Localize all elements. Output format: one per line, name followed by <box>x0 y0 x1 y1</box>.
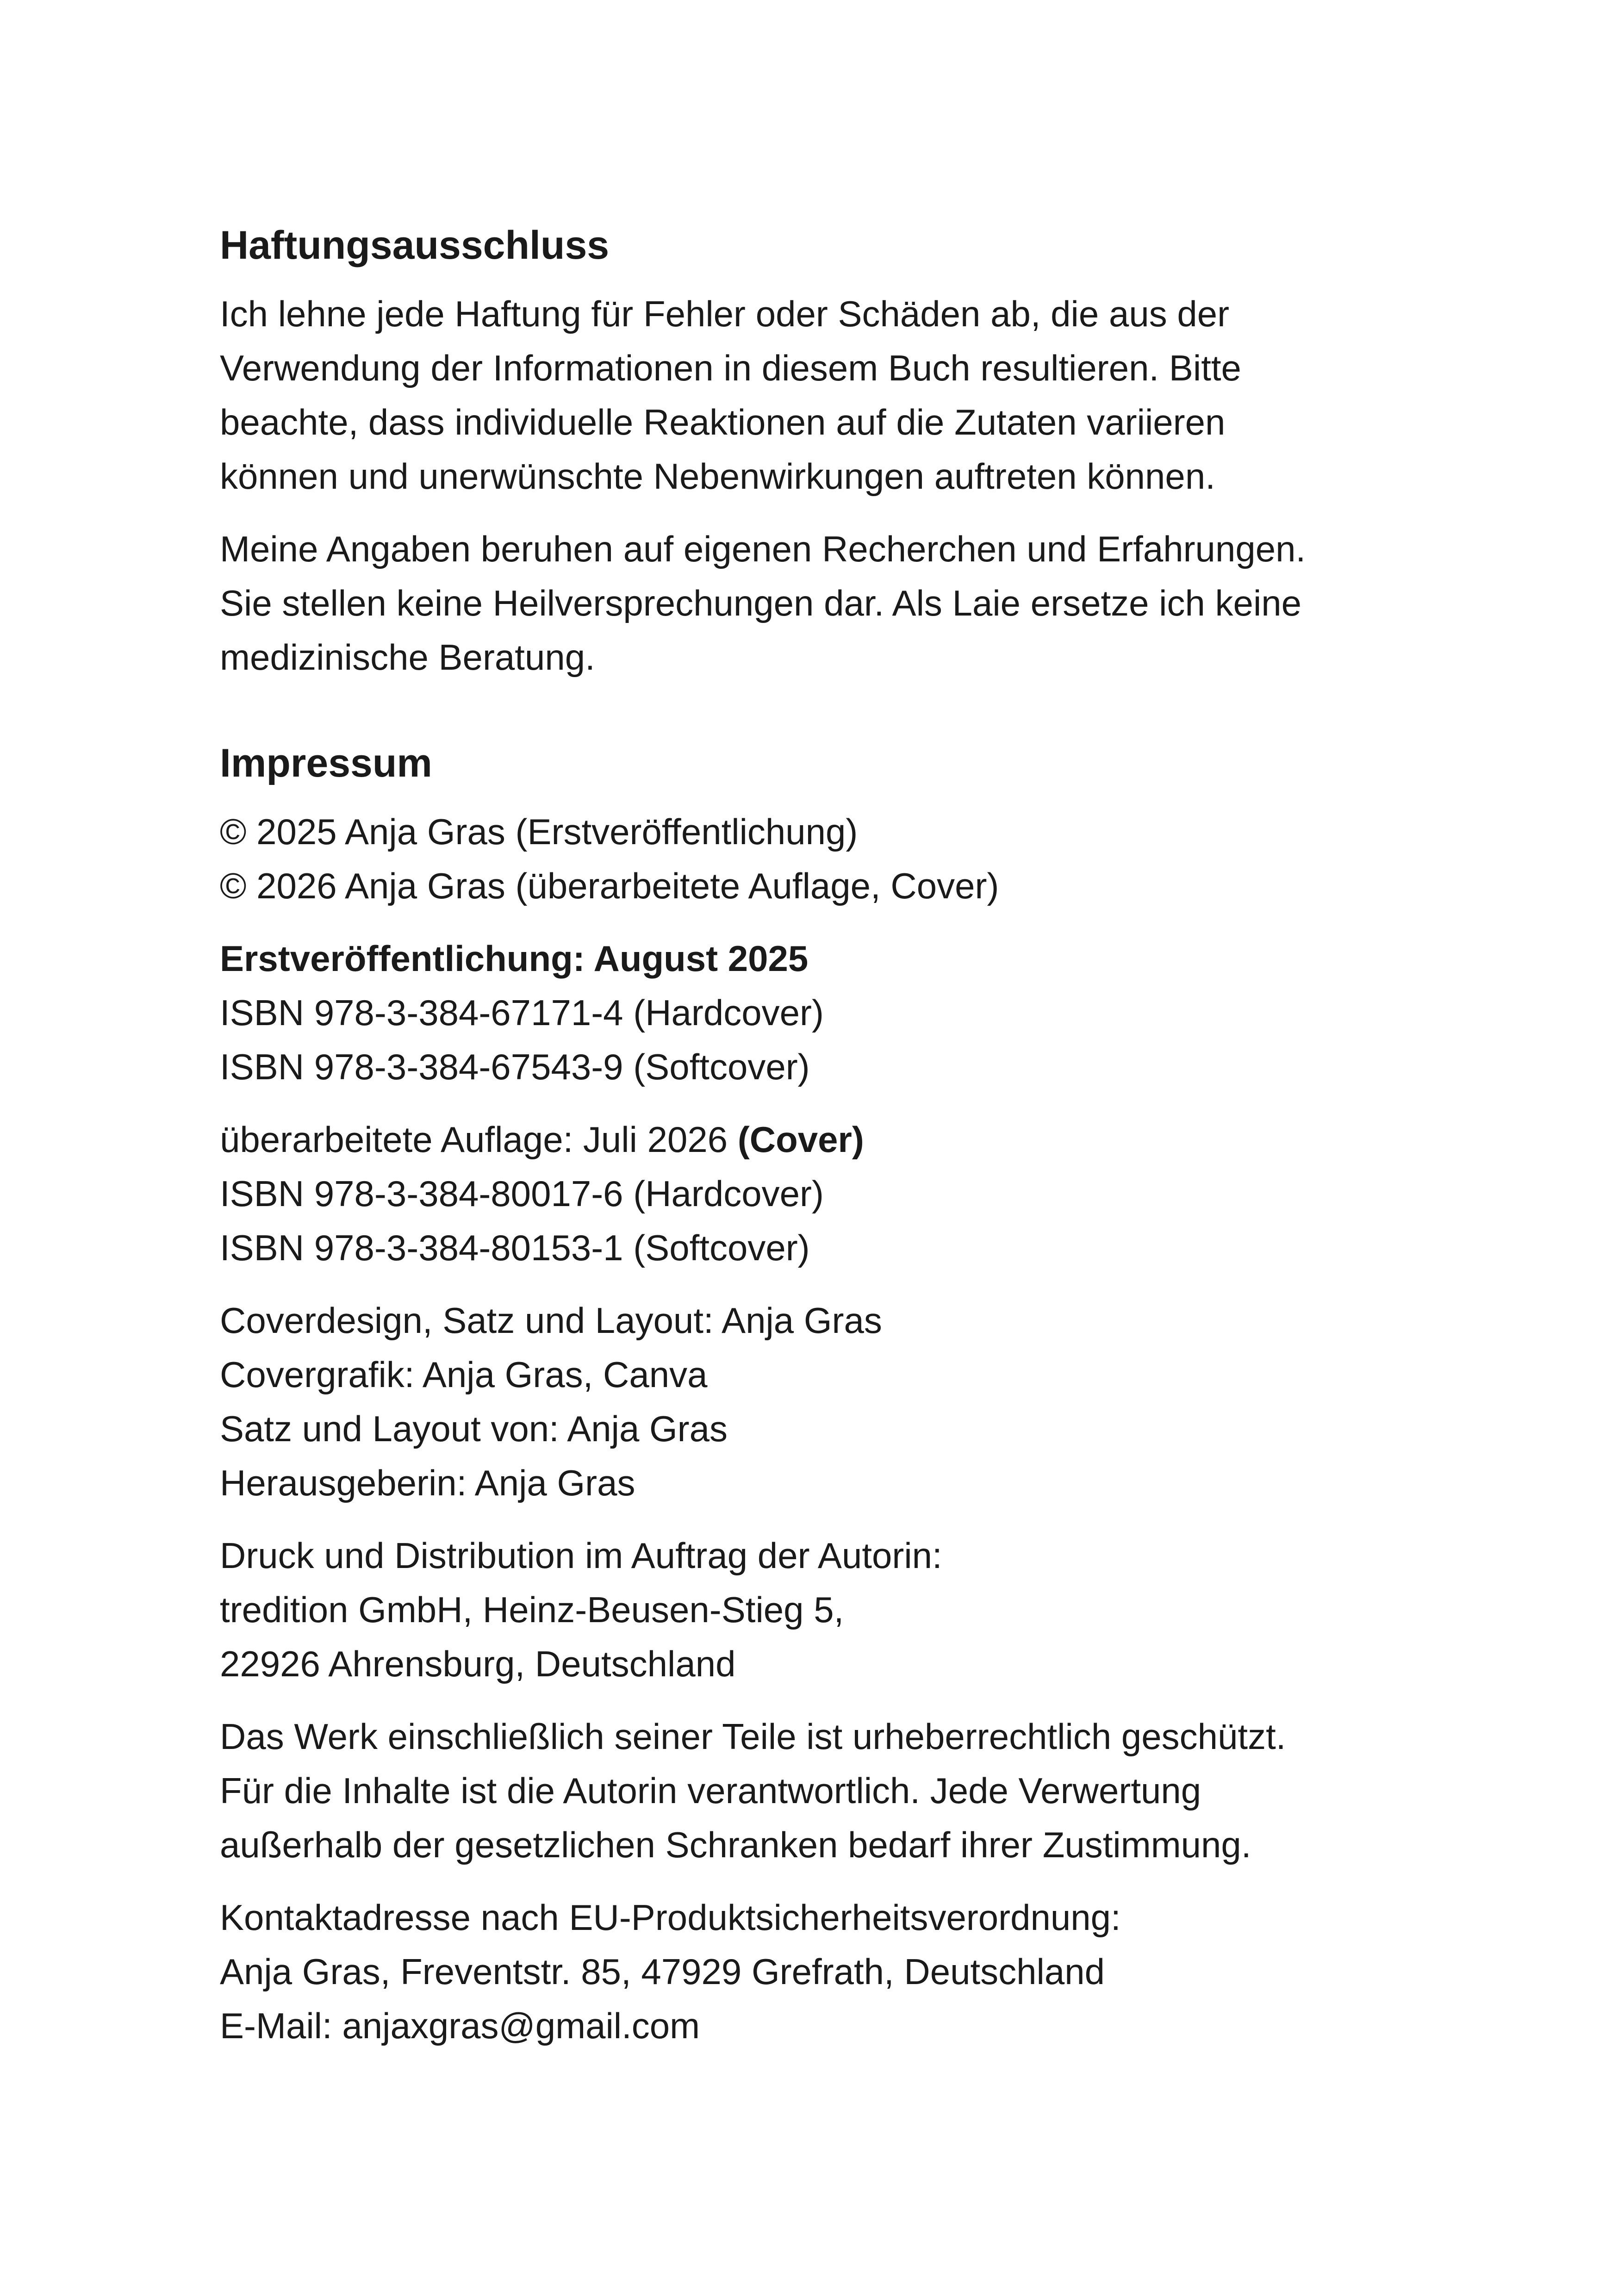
document-page <box>220 218 1405 2072</box>
distribution-line: tredition GmbH, Heinz-Beusen-Stieg 5, <box>220 1589 844 1630</box>
disclaimer-paragraph-2 <box>220 522 1405 684</box>
revised-edition-title-text: überarbeitete Auflage: Juli 2026 <box>220 1119 738 1160</box>
distribution-line: 22926 Ahrensburg, Deutschland <box>220 1643 736 1684</box>
contact-line: Anja Gras, Freventstr. 85, 47929 Grefrath, Deutschland <box>220 1951 1105 1992</box>
contact-line: Kontaktadresse nach EU-Produktsicherheitsverordnung: <box>220 1897 1121 1938</box>
distribution-block <box>220 1529 1405 1691</box>
first-edition-block <box>220 932 1405 1094</box>
isbn-line: ISBN 978-3-384-67171-4 (Hardcover) <box>220 992 824 1033</box>
credit-line: Herausgeberin: Anja Gras <box>220 1462 635 1503</box>
text-line: Sie stellen keine Heilversprechungen dar. Als Laie ersetze ich keine <box>220 583 1302 623</box>
copyright-block <box>220 805 1405 913</box>
isbn-line: ISBN 978-3-384-80017-6 (Hardcover) <box>220 1173 824 1214</box>
text-line: medizinische Beratung. <box>220 637 595 678</box>
isbn-line: ISBN 978-3-384-67543-9 (Softcover) <box>220 1046 810 1087</box>
copyright-line: © 2025 Anja Gras (Erstveröffentlichung) <box>220 811 858 852</box>
text-line: beachte, dass individuelle Reaktionen auf die Zutaten variieren <box>220 402 1226 442</box>
rights-block <box>220 1710 1405 1872</box>
impressum-heading: Impressum <box>220 741 432 785</box>
text-line: Ich lehne jede Haftung für Fehler oder Schäden ab, die aus der <box>220 293 1230 334</box>
first-edition-title: Erstveröffentlichung: August 2025 <box>220 938 809 979</box>
text-line: können und unerwünschte Nebenwirkungen auftreten können. <box>220 456 1215 497</box>
disclaimer-heading: Haftungsausschluss <box>220 223 610 268</box>
disclaimer-paragraph-1 <box>220 287 1405 504</box>
credit-line: Satz und Layout von: Anja Gras <box>220 1408 728 1449</box>
contact-block <box>220 1891 1405 2053</box>
rights-line: außerhalb der gesetzlichen Schranken bedarf ihrer Zustimmung. <box>220 1824 1251 1865</box>
credit-line: Covergrafik: Anja Gras, Canva <box>220 1354 708 1395</box>
rights-line: Das Werk einschließlich seiner Teile ist urheberrechtlich geschützt. <box>220 1716 1286 1757</box>
rights-line: Für die Inhalte ist die Autorin verantwortlich. Jede Verwertung <box>220 1770 1201 1811</box>
revised-edition-block <box>220 1113 1405 1275</box>
revised-edition-title-bold: (Cover) <box>737 1119 864 1160</box>
copyright-line: © 2026 Anja Gras (überarbeitete Auflage, Cover) <box>220 865 999 906</box>
credit-line: Coverdesign, Satz und Layout: Anja Gras <box>220 1300 882 1341</box>
distribution-line: Druck und Distribution im Auftrag der Autorin: <box>220 1535 942 1576</box>
contact-email: E-Mail: anjaxgras@gmail.com <box>220 2005 700 2046</box>
text-line: Meine Angaben beruhen auf eigenen Recherchen und Erfahrungen. <box>220 529 1306 569</box>
credits-block <box>220 1294 1405 1510</box>
isbn-line: ISBN 978-3-384-80153-1 (Softcover) <box>220 1227 810 1268</box>
revised-edition-title <box>220 1113 1405 1167</box>
text-line: Verwendung der Informationen in diesem Buch resultieren. Bitte <box>220 348 1241 388</box>
